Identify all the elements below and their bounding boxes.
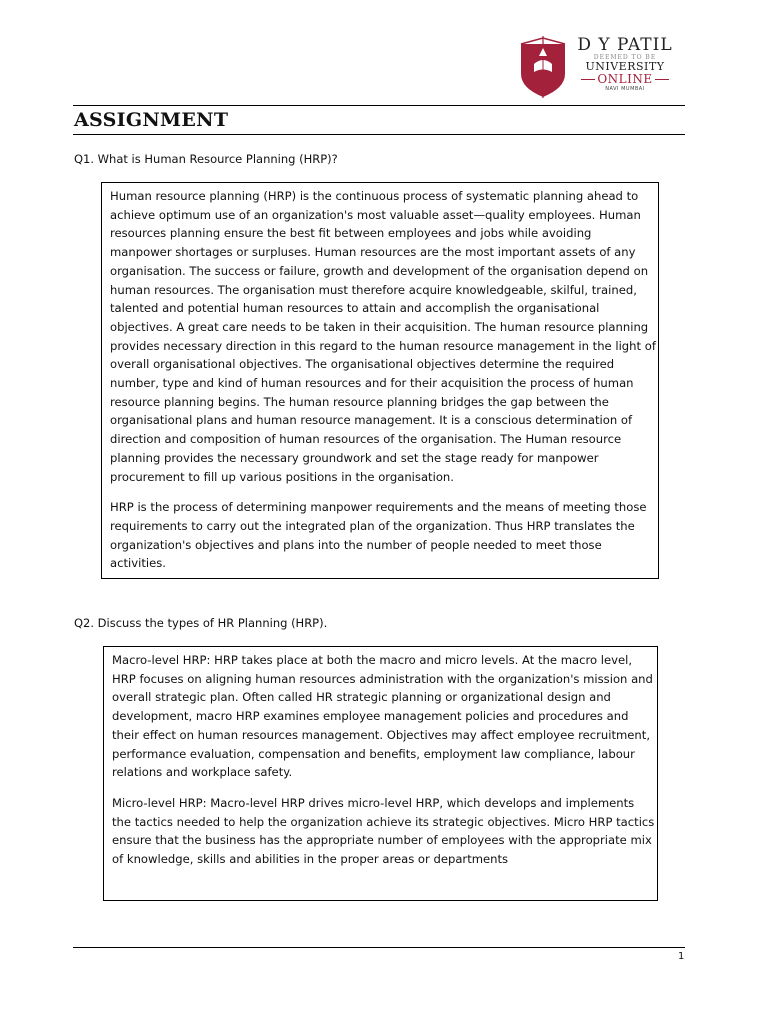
text-line: HRP focuses on aligning human resources administration with the organization's mission and [112,671,653,686]
text-line: talented and potential human resources to attain and accomplish the organisational [110,301,600,316]
text-line: objectives. A great care needs to be taken in their acquisition. The human resource planning [110,319,649,334]
text-line: overall organisational objectives. The organisational objectives determine the required [110,357,615,372]
footer-rule [73,947,685,948]
answer-2-paragraph-1 [112,651,653,782]
text-line: the tactics needed to help the organization achieve its strategic objectives. Micro HRP tactics [112,814,655,829]
text-line: performance evaluation, compensation and benefits, employment law compliance, labour [112,746,635,761]
text-line: overall strategic plan. Often called HR strategic planning or organizational design and [112,690,611,705]
text-line: Macro-level HRP: HRP takes place at both the macro and micro levels. At the macro level, [112,653,633,667]
title-bottom-rule [73,134,685,135]
logo-line-dypatil: D Y PATIL [577,35,673,55]
text-line: provides necessary direction in this regard to the human resource management in the light of [110,338,656,353]
text-line: direction and composition of human resources of the organisation. The Human resource [110,432,622,447]
text-line: relations and workplace safety. [112,765,293,780]
text-line: activities. [110,556,166,571]
text-line: ensure that the business has the appropriate number of employees with the appropriate mix [112,833,652,848]
crest-icon [517,34,569,100]
text-line: their effect on human resources management. Objectives may affect employee recruitment, [112,727,651,742]
question-2: Q2. Discuss the types of HR Planning (HRP). [74,616,328,630]
text-line: procurement to fill up various positions in the organisation. [110,469,454,484]
answer-1-box [101,182,659,579]
page-number: 1 [678,951,685,962]
text-line: Human resource planning (HRP) is the continuous process of systematic planning ahead to [110,189,639,203]
page-title: ASSIGNMENT [74,109,229,131]
text-line: HRP is the process of determining manpower requirements and the means of meeting those [110,500,647,515]
logo-text [575,36,675,93]
text-line: organisation. The success or failure, growth and development of the organisation depend on [110,263,649,278]
text-line: achieve optimum use of an organization's most valuable asset—quality employees. Human [110,207,641,222]
logo-line-deemed: DEEMED TO BE [593,54,657,61]
answer-1-paragraph-2 [110,498,650,573]
text-line: planning provides the necessary groundwork and set the stage ready for manpower [110,450,599,465]
text-line: requirements to carry out the integrated plan of the organization. Thus HRP translates the [110,518,635,533]
text-line: development, macro HRP examines employee management policies and procedures and [112,709,629,724]
text-line: Micro-level HRP: Macro-level HRP drives micro-level HRP, which develops and implements [112,795,635,810]
logo-line-navi-mumbai: NAVI MUMBAI [605,86,645,92]
title-top-rule [73,105,685,106]
text-line: organization's objectives and plans into the number of people needed to meet those [110,537,602,552]
question-1: Q1. What is Human Resource Planning (HRP)? [74,152,338,166]
text-line: number, type and kind of human resources and for their acquisition the process of human [110,376,634,391]
answer-2-paragraph-2 [112,794,655,869]
university-logo [515,32,685,102]
text-line: human resources. The organisation must therefore acquire knowledgeable, skilful, trained, [110,282,637,297]
text-line: manpower shortages or surpluses. Human resources are the most important assets of any [110,245,636,260]
logo-line-online: ONLINE [575,73,675,86]
logo-line-university: UNIVERSITY [585,60,665,73]
answer-1-paragraph-1 [110,187,656,486]
text-line: organisational plans and human resource management. It is a conscious determination of [110,413,633,428]
text-line: resource planning begins. The human resource planning bridges the gap between the [110,394,609,409]
answer-2-box [103,646,658,901]
text-line: of knowledge, skills and abilities in the proper areas or departments [112,852,509,867]
text-line: resources planning ensure the best fit between employees and jobs while avoiding [110,226,592,241]
